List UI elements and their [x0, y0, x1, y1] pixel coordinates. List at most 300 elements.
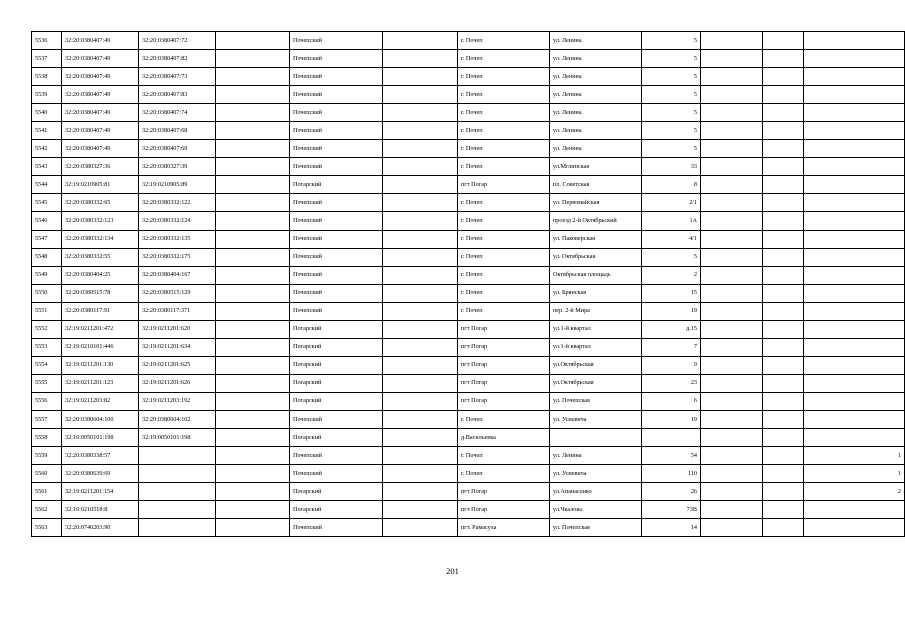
- district-cell: Погарский: [290, 338, 383, 356]
- table-row: [32, 194, 905, 212]
- table-row: [32, 122, 905, 140]
- related-cadastral-cell: 32:20:0380515:129: [139, 284, 216, 302]
- street-cell: ул.Мглинская: [550, 158, 642, 176]
- district-cell: Почепский: [290, 140, 383, 158]
- blank-cell-a: [216, 447, 290, 465]
- house-number-cell: 5: [642, 122, 701, 140]
- cadastral-number-cell: 32:20:0380407:49: [62, 86, 139, 104]
- count-cell: [804, 429, 905, 447]
- blank-cell-b: [383, 374, 458, 392]
- related-cadastral-cell: 32:20:0380332:122: [139, 194, 216, 212]
- blank-cell-a: [216, 501, 290, 519]
- blank-cell-a: [216, 86, 290, 104]
- district-cell: Почепский: [290, 50, 383, 68]
- blank-cell-c: [701, 392, 763, 410]
- count-cell: [804, 176, 905, 194]
- count-cell: [804, 32, 905, 50]
- count-cell: [804, 284, 905, 302]
- blank-cell-c: [701, 302, 763, 320]
- row-number-cell: 5540: [32, 104, 62, 122]
- blank-cell-d: [763, 519, 804, 537]
- row-number-cell: 5556: [32, 392, 62, 410]
- count-cell: [804, 266, 905, 284]
- related-cadastral-cell: [139, 447, 216, 465]
- related-cadastral-cell: 32:19:0211203:192: [139, 392, 216, 410]
- blank-cell-b: [383, 50, 458, 68]
- street-cell: ул. Ленина: [550, 50, 642, 68]
- house-number-cell: 15: [642, 284, 701, 302]
- street-cell: проезд 2-й Октябрьский: [550, 212, 642, 230]
- house-number-cell: 33: [642, 158, 701, 176]
- house-number-cell: 5: [642, 86, 701, 104]
- blank-cell-b: [383, 338, 458, 356]
- table-row: [32, 86, 905, 104]
- locality-cell: г. Почеп: [458, 266, 550, 284]
- table-row: [32, 230, 905, 248]
- locality-cell: г. Почеп: [458, 32, 550, 50]
- row-number-cell: 5563: [32, 519, 62, 537]
- row-number-cell: 5536: [32, 32, 62, 50]
- blank-cell-d: [763, 266, 804, 284]
- count-cell: [804, 212, 905, 230]
- cadastral-number-cell: 32:19:0211201:154: [62, 483, 139, 501]
- house-number-cell: 26: [642, 483, 701, 501]
- blank-cell-d: [763, 104, 804, 122]
- count-cell: [804, 194, 905, 212]
- blank-cell-a: [216, 212, 290, 230]
- blank-cell-c: [701, 140, 763, 158]
- blank-cell-d: [763, 465, 804, 483]
- blank-cell-b: [383, 392, 458, 410]
- blank-cell-c: [701, 212, 763, 230]
- house-number-cell: 5: [642, 50, 701, 68]
- district-cell: Почепский: [290, 284, 383, 302]
- house-number-cell: 2: [642, 266, 701, 284]
- blank-cell-a: [216, 248, 290, 266]
- row-number-cell: 5548: [32, 248, 62, 266]
- blank-cell-c: [701, 194, 763, 212]
- street-cell: пл. Советская: [550, 176, 642, 194]
- locality-cell: г. Почеп: [458, 212, 550, 230]
- district-cell: Погарский: [290, 501, 383, 519]
- locality-cell: г. Почеп: [458, 447, 550, 465]
- table-row: [32, 32, 905, 50]
- count-cell: 1: [804, 447, 905, 465]
- related-cadastral-cell: 32:20:0380407:68: [139, 122, 216, 140]
- row-number-cell: 5554: [32, 356, 62, 374]
- locality-cell: г. Почеп: [458, 158, 550, 176]
- street-cell: ул.1-й квартал: [550, 320, 642, 338]
- blank-cell-c: [701, 104, 763, 122]
- district-cell: Почепский: [290, 248, 383, 266]
- blank-cell-c: [701, 410, 763, 428]
- cadastral-number-cell: 32:20:0380604:100: [62, 410, 139, 428]
- blank-cell-a: [216, 429, 290, 447]
- row-number-cell: 5541: [32, 122, 62, 140]
- locality-cell: пгт Погар: [458, 176, 550, 194]
- locality-cell: г. Почеп: [458, 104, 550, 122]
- blank-cell-a: [216, 356, 290, 374]
- district-cell: Погарский: [290, 374, 383, 392]
- street-cell: ул. Октябрьская: [550, 248, 642, 266]
- related-cadastral-cell: 32:20:0380407:72: [139, 32, 216, 50]
- cadastral-number-cell: 32:20:0380117:91: [62, 302, 139, 320]
- related-cadastral-cell: 32:19:0211201:634: [139, 338, 216, 356]
- count-cell: [804, 158, 905, 176]
- house-number-cell: 5: [642, 140, 701, 158]
- blank-cell-a: [216, 284, 290, 302]
- related-cadastral-cell: [139, 483, 216, 501]
- cadastral-number-cell: 32:20:0380407:49: [62, 122, 139, 140]
- page-number: 201: [446, 566, 459, 576]
- related-cadastral-cell: 32:19:0050101:198: [139, 429, 216, 447]
- related-cadastral-cell: 32:20:0380327:39: [139, 158, 216, 176]
- street-cell: ул.Чкалова: [550, 501, 642, 519]
- row-number-cell: 5538: [32, 68, 62, 86]
- house-number-cell: 14: [642, 519, 701, 537]
- cadastral-number-cell: 32:20:0380407:49: [62, 50, 139, 68]
- locality-cell: г. Почеп: [458, 248, 550, 266]
- house-number-cell: [642, 429, 701, 447]
- related-cadastral-cell: 32:19:0211201:620: [139, 320, 216, 338]
- locality-cell: пгт Погар: [458, 483, 550, 501]
- related-cadastral-cell: 32:20:0380117:371: [139, 302, 216, 320]
- house-number-cell: 4/1: [642, 230, 701, 248]
- related-cadastral-cell: 32:19:0211201:626: [139, 374, 216, 392]
- house-number-cell: 1А: [642, 212, 701, 230]
- blank-cell-a: [216, 32, 290, 50]
- row-number-cell: 5549: [32, 266, 62, 284]
- blank-cell-a: [216, 465, 290, 483]
- cadastral-number-cell: 32:20:0380404:25: [62, 266, 139, 284]
- blank-cell-b: [383, 483, 458, 501]
- district-cell: Почепский: [290, 122, 383, 140]
- count-cell: [804, 392, 905, 410]
- cadastral-number-cell: 32:19:0210518:8: [62, 501, 139, 519]
- blank-cell-b: [383, 266, 458, 284]
- cadastral-number-cell: 32:19:0211201:123: [62, 374, 139, 392]
- locality-cell: пгт. Рамасуха: [458, 519, 550, 537]
- house-number-cell: 7: [642, 338, 701, 356]
- table-row: [32, 158, 905, 176]
- cadastral-number-cell: 32:20:0380338:57: [62, 447, 139, 465]
- row-number-cell: 5559: [32, 447, 62, 465]
- related-cadastral-cell: [139, 519, 216, 537]
- blank-cell-c: [701, 501, 763, 519]
- blank-cell-b: [383, 501, 458, 519]
- table-row: [32, 392, 905, 410]
- blank-cell-d: [763, 50, 804, 68]
- cadastral-number-cell: 32:19:0210905:81: [62, 176, 139, 194]
- table-row: [32, 465, 905, 483]
- blank-cell-a: [216, 392, 290, 410]
- blank-cell-c: [701, 483, 763, 501]
- related-cadastral-cell: [139, 501, 216, 519]
- blank-cell-c: [701, 429, 763, 447]
- house-number-cell: 2/1: [642, 194, 701, 212]
- cadastral-number-cell: 32:20:0380332:134: [62, 230, 139, 248]
- related-cadastral-cell: [139, 465, 216, 483]
- table-row: [32, 68, 905, 86]
- count-cell: [804, 140, 905, 158]
- blank-cell-d: [763, 32, 804, 50]
- row-number-cell: 5546: [32, 212, 62, 230]
- street-cell: пер. 2-й Мира: [550, 302, 642, 320]
- cadastral-number-cell: 32:20:0380407:49: [62, 32, 139, 50]
- blank-cell-a: [216, 158, 290, 176]
- related-cadastral-cell: 32:20:0380404:167: [139, 266, 216, 284]
- blank-cell-c: [701, 122, 763, 140]
- count-cell: [804, 356, 905, 374]
- street-cell: ул. Усиевича: [550, 410, 642, 428]
- blank-cell-a: [216, 483, 290, 501]
- blank-cell-b: [383, 429, 458, 447]
- locality-cell: пгт Погар: [458, 392, 550, 410]
- related-cadastral-cell: 32:20:0380604:102: [139, 410, 216, 428]
- cadastral-number-cell: 32:20:0380639:69: [62, 465, 139, 483]
- street-cell: ул. Почепская: [550, 519, 642, 537]
- house-number-cell: 5: [642, 68, 701, 86]
- street-cell: ул. Ленина: [550, 140, 642, 158]
- table-row: [32, 140, 905, 158]
- count-cell: [804, 122, 905, 140]
- blank-cell-a: [216, 122, 290, 140]
- blank-cell-d: [763, 230, 804, 248]
- blank-cell-b: [383, 447, 458, 465]
- count-cell: 2: [804, 483, 905, 501]
- blank-cell-c: [701, 284, 763, 302]
- district-cell: Почепский: [290, 410, 383, 428]
- blank-cell-b: [383, 32, 458, 50]
- count-cell: [804, 230, 905, 248]
- table-body: [32, 32, 905, 537]
- street-cell: ул. Ленина: [550, 122, 642, 140]
- blank-cell-d: [763, 302, 804, 320]
- district-cell: Погарский: [290, 392, 383, 410]
- blank-cell-d: [763, 68, 804, 86]
- blank-cell-a: [216, 68, 290, 86]
- blank-cell-b: [383, 140, 458, 158]
- blank-cell-c: [701, 176, 763, 194]
- table-row: [32, 519, 905, 537]
- blank-cell-b: [383, 212, 458, 230]
- house-number-cell: 19: [642, 302, 701, 320]
- locality-cell: пгт Погар: [458, 320, 550, 338]
- cadastral-number-cell: 32:19:0211201:130: [62, 356, 139, 374]
- cadastral-number-cell: 32:20:0380515:78: [62, 284, 139, 302]
- house-number-cell: 5: [642, 248, 701, 266]
- district-cell: Погарский: [290, 320, 383, 338]
- blank-cell-a: [216, 230, 290, 248]
- row-number-cell: 5537: [32, 50, 62, 68]
- locality-cell: г. Почеп: [458, 284, 550, 302]
- street-cell: ул. Усиевича: [550, 465, 642, 483]
- blank-cell-d: [763, 338, 804, 356]
- locality-cell: пгт Погар: [458, 374, 550, 392]
- related-cadastral-cell: 32:20:0380407:74: [139, 104, 216, 122]
- blank-cell-a: [216, 302, 290, 320]
- blank-cell-b: [383, 158, 458, 176]
- street-cell: ул.1-й квартал: [550, 338, 642, 356]
- district-cell: Погарский: [290, 483, 383, 501]
- blank-cell-d: [763, 194, 804, 212]
- blank-cell-c: [701, 465, 763, 483]
- blank-cell-d: [763, 140, 804, 158]
- blank-cell-c: [701, 320, 763, 338]
- cadastral-number-cell: 32:20:0380407:49: [62, 68, 139, 86]
- row-number-cell: 5561: [32, 483, 62, 501]
- district-cell: Почепский: [290, 230, 383, 248]
- blank-cell-c: [701, 230, 763, 248]
- row-number-cell: 5553: [32, 338, 62, 356]
- count-cell: 1: [804, 465, 905, 483]
- land-registry-table: [31, 31, 905, 537]
- locality-cell: д.Васильевка: [458, 429, 550, 447]
- blank-cell-a: [216, 320, 290, 338]
- count-cell: [804, 338, 905, 356]
- row-number-cell: 5550: [32, 284, 62, 302]
- blank-cell-a: [216, 50, 290, 68]
- district-cell: Погарский: [290, 356, 383, 374]
- district-cell: Почепский: [290, 519, 383, 537]
- blank-cell-d: [763, 86, 804, 104]
- house-number-cell: 5: [642, 32, 701, 50]
- blank-cell-c: [701, 32, 763, 50]
- blank-cell-a: [216, 519, 290, 537]
- blank-cell-c: [701, 50, 763, 68]
- blank-cell-a: [216, 194, 290, 212]
- row-number-cell: 5543: [32, 158, 62, 176]
- cadastral-number-cell: 32:20:0380332:123: [62, 212, 139, 230]
- related-cadastral-cell: 32:20:0380407:69: [139, 140, 216, 158]
- blank-cell-d: [763, 356, 804, 374]
- district-cell: Почепский: [290, 158, 383, 176]
- blank-cell-d: [763, 320, 804, 338]
- count-cell: [804, 302, 905, 320]
- blank-cell-b: [383, 230, 458, 248]
- blank-cell-d: [763, 212, 804, 230]
- street-cell: Октябрьская площадь: [550, 266, 642, 284]
- blank-cell-b: [383, 356, 458, 374]
- district-cell: Почепский: [290, 266, 383, 284]
- cadastral-number-cell: 32:20:0380407:49: [62, 140, 139, 158]
- street-cell: ул. Ленина: [550, 86, 642, 104]
- locality-cell: г. Почеп: [458, 68, 550, 86]
- district-cell: Почепский: [290, 212, 383, 230]
- locality-cell: г. Почеп: [458, 410, 550, 428]
- house-number-cell: 19: [642, 410, 701, 428]
- blank-cell-c: [701, 158, 763, 176]
- district-cell: Почепский: [290, 104, 383, 122]
- blank-cell-b: [383, 302, 458, 320]
- cadastral-number-cell: 32:19:0050101:198: [62, 429, 139, 447]
- street-cell: ул. Ленина: [550, 447, 642, 465]
- street-cell: ул. Ленина: [550, 104, 642, 122]
- blank-cell-b: [383, 465, 458, 483]
- blank-cell-d: [763, 447, 804, 465]
- row-number-cell: 5560: [32, 465, 62, 483]
- cadastral-number-cell: 32:20:0380327:36: [62, 158, 139, 176]
- blank-cell-a: [216, 140, 290, 158]
- cadastral-number-cell: 32:19:0211201:472: [62, 320, 139, 338]
- blank-cell-d: [763, 248, 804, 266]
- district-cell: Почепский: [290, 32, 383, 50]
- blank-cell-a: [216, 338, 290, 356]
- blank-cell-c: [701, 338, 763, 356]
- count-cell: [804, 519, 905, 537]
- blank-cell-c: [701, 86, 763, 104]
- table-row: [32, 212, 905, 230]
- blank-cell-b: [383, 68, 458, 86]
- house-number-cell: 6: [642, 392, 701, 410]
- blank-cell-c: [701, 356, 763, 374]
- blank-cell-d: [763, 176, 804, 194]
- cadastral-number-cell: 32:20:0380332:65: [62, 194, 139, 212]
- row-number-cell: 5542: [32, 140, 62, 158]
- table-row: [32, 429, 905, 447]
- street-cell: [550, 429, 642, 447]
- house-number-cell: д.15: [642, 320, 701, 338]
- blank-cell-b: [383, 320, 458, 338]
- count-cell: [804, 86, 905, 104]
- row-number-cell: 5558: [32, 429, 62, 447]
- count-cell: [804, 104, 905, 122]
- table-row: [32, 447, 905, 465]
- blank-cell-d: [763, 410, 804, 428]
- cadastral-number-cell: 32:20:0380407:49: [62, 104, 139, 122]
- blank-cell-b: [383, 410, 458, 428]
- related-cadastral-cell: 32:20:0380407:83: [139, 86, 216, 104]
- house-number-cell: 9: [642, 356, 701, 374]
- locality-cell: пгт Погар: [458, 338, 550, 356]
- blank-cell-c: [701, 68, 763, 86]
- blank-cell-d: [763, 284, 804, 302]
- table-row: [32, 302, 905, 320]
- table-row: [32, 338, 905, 356]
- related-cadastral-cell: 32:19:0211201:625: [139, 356, 216, 374]
- blank-cell-b: [383, 248, 458, 266]
- blank-cell-d: [763, 158, 804, 176]
- blank-cell-c: [701, 374, 763, 392]
- house-number-cell: 8: [642, 176, 701, 194]
- locality-cell: г. Почеп: [458, 194, 550, 212]
- street-cell: ул. Ленина: [550, 68, 642, 86]
- blank-cell-b: [383, 284, 458, 302]
- blank-cell-a: [216, 374, 290, 392]
- blank-cell-c: [701, 248, 763, 266]
- row-number-cell: 5557: [32, 410, 62, 428]
- related-cadastral-cell: 32:20:0380332:175: [139, 248, 216, 266]
- blank-cell-a: [216, 104, 290, 122]
- count-cell: [804, 410, 905, 428]
- house-number-cell: 73В: [642, 501, 701, 519]
- blank-cell-c: [701, 447, 763, 465]
- row-number-cell: 5552: [32, 320, 62, 338]
- blank-cell-a: [216, 176, 290, 194]
- house-number-cell: 5: [642, 104, 701, 122]
- related-cadastral-cell: 32:20:0380332:124: [139, 212, 216, 230]
- locality-cell: г. Почеп: [458, 465, 550, 483]
- table-row: [32, 176, 905, 194]
- count-cell: [804, 501, 905, 519]
- cadastral-number-cell: 32:19:0211203:82: [62, 392, 139, 410]
- blank-cell-b: [383, 519, 458, 537]
- row-number-cell: 5547: [32, 230, 62, 248]
- street-cell: ул. Первомайская: [550, 194, 642, 212]
- count-cell: [804, 374, 905, 392]
- blank-cell-b: [383, 104, 458, 122]
- district-cell: Почепский: [290, 465, 383, 483]
